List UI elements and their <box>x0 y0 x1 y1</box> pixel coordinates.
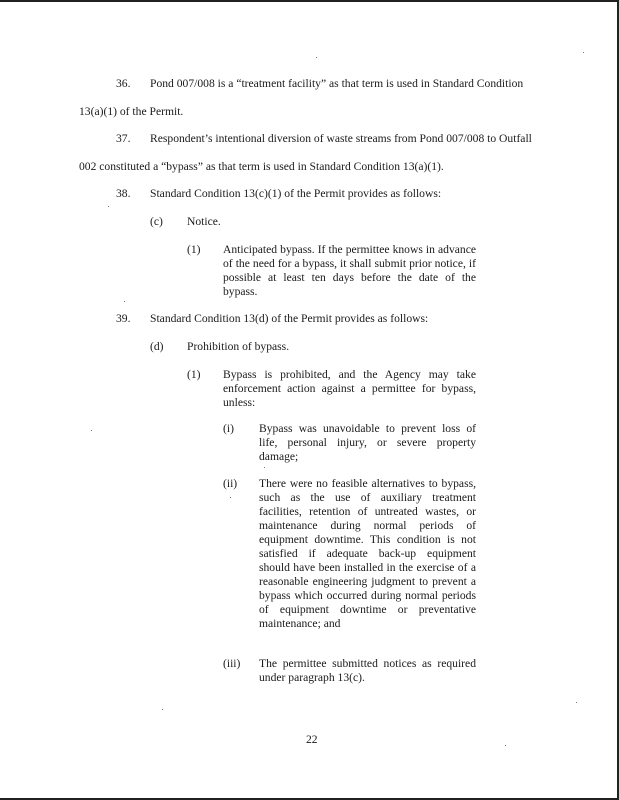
scan-speck <box>108 206 109 207</box>
para-38-item-label: (1) <box>187 243 201 256</box>
subitem-iii-text: The permittee submitted notices as required under paragraph 13(c). <box>259 657 476 684</box>
page-border-top <box>0 0 619 2</box>
para-38-sub-title: Notice. <box>187 215 221 228</box>
scan-speck <box>505 745 506 746</box>
scan-speck <box>264 467 265 468</box>
para-39-sub-label: (d) <box>150 340 164 353</box>
para-39-item-text: Bypass is prohibited, and the Agency may take enforcement action against a permittee for bypass, unless: <box>223 368 476 409</box>
para-37-number: 37. <box>116 132 131 145</box>
para-38-text: Standard Condition 13(c)(1) of the Permit provides as follows: <box>150 187 442 200</box>
para-39-item-label: (1) <box>187 368 201 381</box>
para-37-line1: Respondent’s intentional diversion of waste streams from Pond 007/008 to Outfall <box>150 132 532 145</box>
para-39-number: 39. <box>116 312 131 325</box>
subitem-i-text: Bypass was unavoidable to prevent loss of life, personal injury, or severe property damage; <box>259 422 476 463</box>
para-36-number: 36. <box>116 77 131 90</box>
page-number: 22 <box>306 733 318 746</box>
para-37-line2: 002 constituted a “bypass” as that term is used in Standard Condition 13(a)(1). <box>79 160 444 173</box>
scan-speck <box>91 430 92 431</box>
subitem-ii-text: There were no feasible alternatives to bypass, such as the use of auxiliary treatment facilities, retention of untreated wastes, or maintenance during normal periods of equipment downtime. This condition is not satisfied if adequate back-up equipment should have been installed in the exercise of a reasonable engineering judgment to prevent a bypass which occurred during normal periods of equipment downtime or preventative maintenance; and <box>259 477 476 630</box>
scan-speck <box>316 57 317 58</box>
subitem-iii-label: (iii) <box>223 657 241 670</box>
scan-speck <box>124 301 125 302</box>
scan-speck <box>230 497 231 498</box>
para-38-item-text: Anticipated bypass. If the permittee knows in advance of the need for a bypass, it shall submit prior notice, if possible at least ten days before the date of the bypass. <box>223 243 476 298</box>
para-39-sub-title: Prohibition of bypass. <box>187 340 290 353</box>
para-36-line2: 13(a)(1) of the Permit. <box>79 105 184 118</box>
scan-speck <box>162 709 163 710</box>
para-38-number: 38. <box>116 187 131 200</box>
scan-speck <box>576 702 577 703</box>
para-38-sub-label: (c) <box>150 215 163 228</box>
subitem-ii-label: (ii) <box>223 477 238 490</box>
subitem-i-label: (i) <box>223 422 234 435</box>
scan-speck <box>583 52 584 53</box>
para-39-text: Standard Condition 13(d) of the Permit provides as follows: <box>150 312 429 325</box>
para-36-line1: Pond 007/008 is a “treatment facility” as that term is used in Standard Condition <box>150 77 524 90</box>
